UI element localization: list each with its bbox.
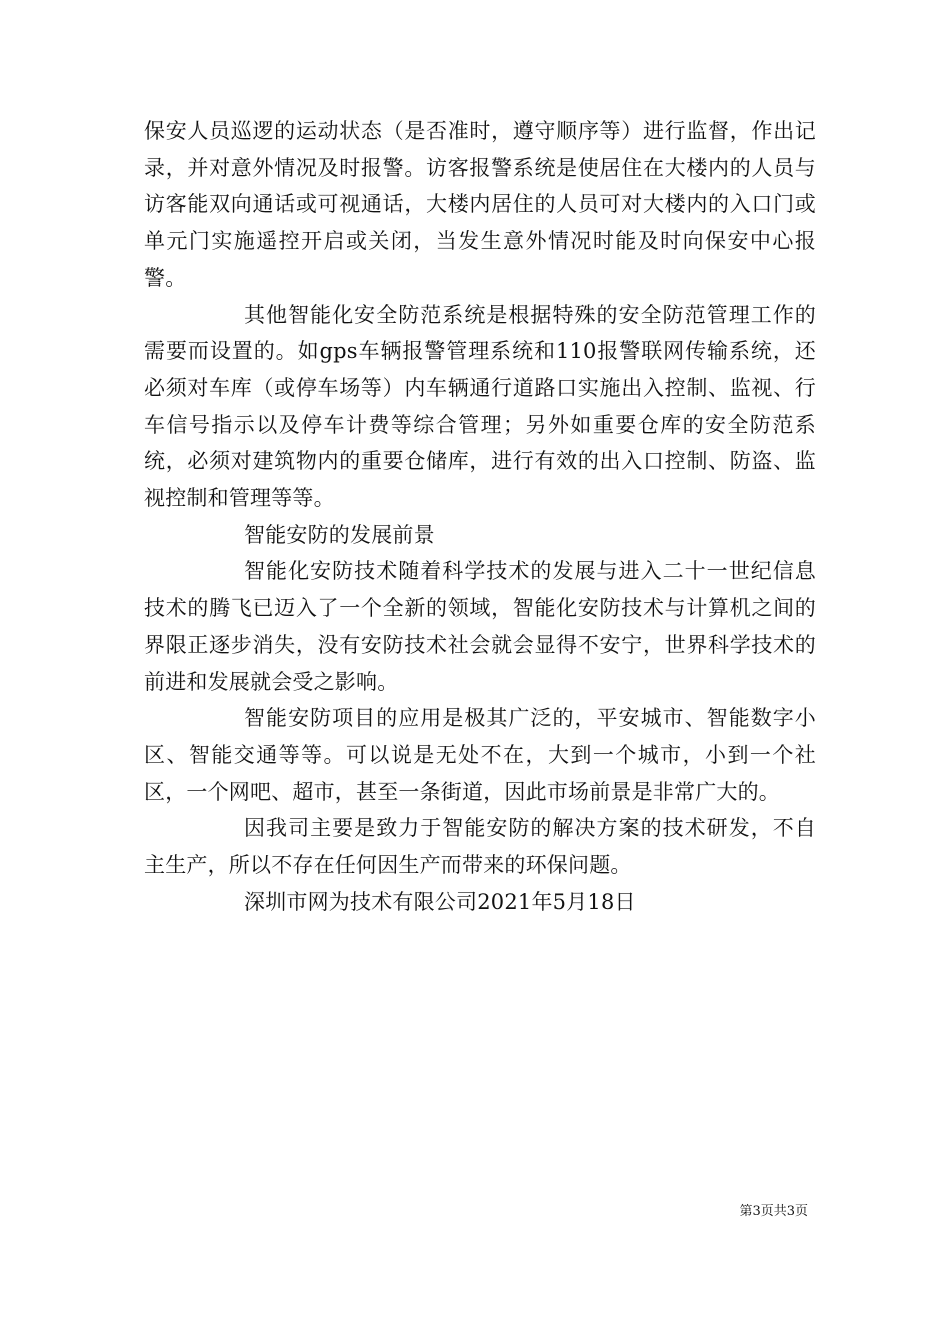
paragraph-continuation: 保安人员巡逻的运动状态（是否准时，遵守顺序等）进行监督，作出记录，并对意外情况及时报警。访客报警系统是使居住在大楼内的人员与访客能双向通话或可视通话，大楼内居住的人员可对大楼内的入口门或单元门实施遥控开启或关闭，当发生意外情况时能及时向保安中心报警。: [144, 119, 816, 290]
document-body: [144, 113, 816, 920]
section-heading: 智能安防的发展前景: [244, 522, 435, 547]
paragraph-company-statement: 因我司主要是致力于智能安防的解决方案的技术研发，不自主生产，所以不存在任何因生产而带来的环保问题。: [144, 816, 816, 878]
paragraph-other-security-systems: 其他智能化安全防范系统是根据特殊的安全防范管理工作的需要而设置的。如gps车辆报警管理系统和110报警联网传输系统，还必须对车库（或停车场等）内车辆通行道路口实施出入控制、监视、行车信号指示以及停车计费等综合管理；另外如重要仓库的安全防范系统，必须对建筑物内的重要仓储库，进行有效的出入口控制、防盗、监视控制和管理等等。: [144, 302, 816, 511]
page-number-footer: 第3页共3页: [739, 1204, 808, 1219]
paragraph-technology-development: 智能化安防技术随着科学技术的发展与进入二十一世纪信息技术的腾飞已迈入了一个全新的领域，智能化安防技术与计算机之间的界限正逐步消失，没有安防技术社会就会显得不安宁，世界科学技术的前进和发展就会受之影响。: [144, 559, 816, 694]
signature-line: 深圳市网为技术有限公司2021年5月18日: [244, 889, 636, 914]
paragraph-applications: 智能安防项目的应用是极其广泛的，平安城市、智能数字小区、智能交通等等。可以说是无处不在，大到一个城市，小到一个社区，一个网吧、超市，甚至一条街道，因此市场前景是非常广大的。: [144, 706, 816, 804]
